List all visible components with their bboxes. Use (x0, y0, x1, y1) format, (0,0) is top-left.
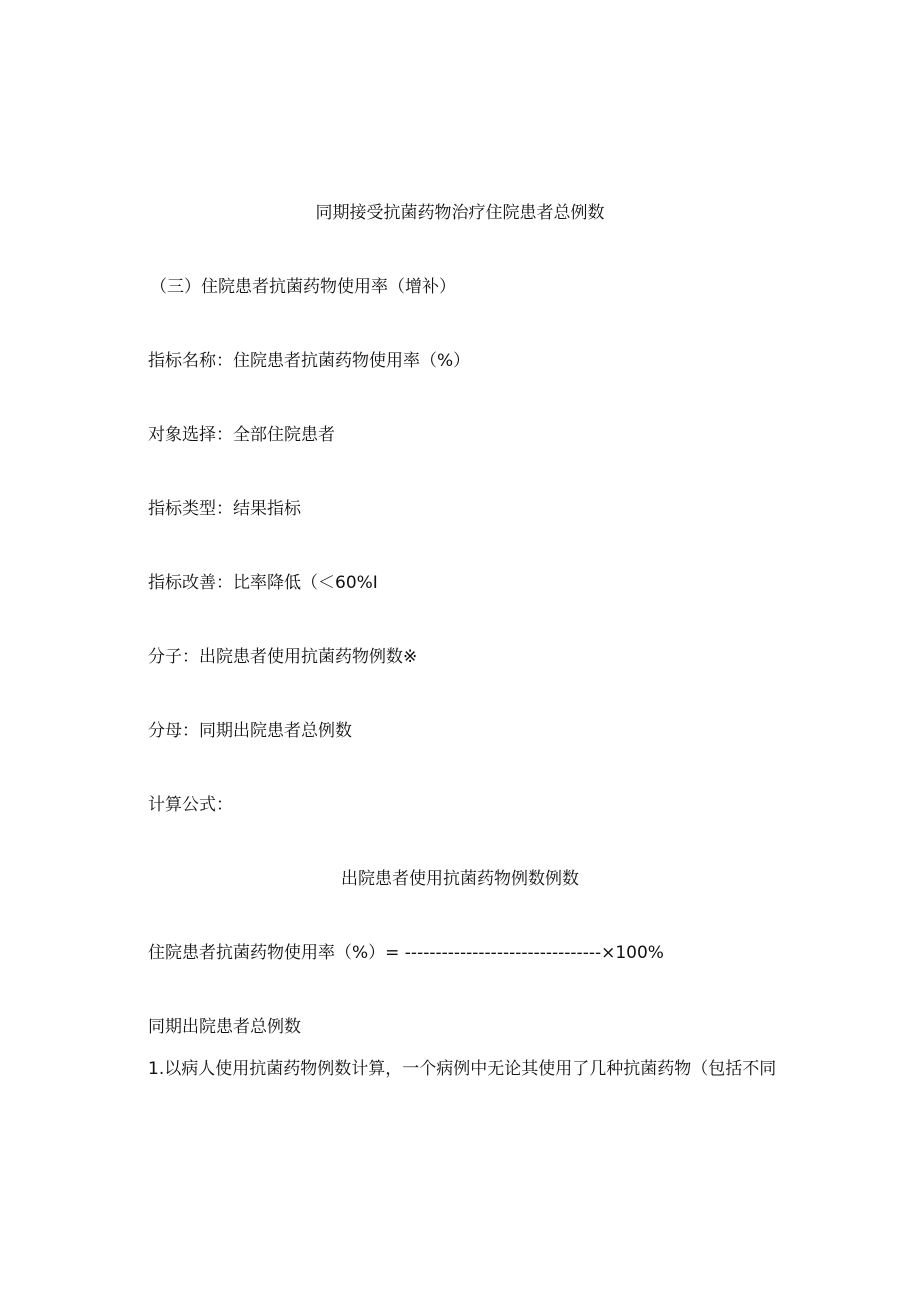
section-heading: （三）住院患者抗菌药物使用率（增补） (150, 277, 456, 297)
denominator: 分母：同期出院患者总例数 (148, 721, 352, 741)
formula-expression: 住院患者抗菌药物使用率（%）= --------------------------------×100% (148, 943, 664, 963)
denominator-label-top: 同期接受抗菌药物治疗住院患者总例数 (315, 203, 605, 223)
indicator-name: 指标名称：住院患者抗菌药物使用率（%） (148, 351, 471, 371)
indicator-type: 指标类型：结果指标 (148, 499, 301, 519)
formula-denominator: 同期出院患者总例数 (148, 1017, 301, 1037)
formula-numerator: 出院患者使用抗菌药物例数例数 (341, 869, 579, 889)
formula-label: 计算公式： (148, 795, 233, 815)
indicator-improvement: 指标改善：比率降低（＜60%I (148, 573, 378, 593)
target-selection: 对象选择：全部住院患者 (148, 425, 335, 445)
numerator: 分子：出院患者使用抗菌药物例数※ (148, 647, 418, 667)
note-1: 1.以病人使用抗菌药物例数计算，一个病例中无论其使用了几种抗菌药物（包括不同 (148, 1059, 777, 1079)
